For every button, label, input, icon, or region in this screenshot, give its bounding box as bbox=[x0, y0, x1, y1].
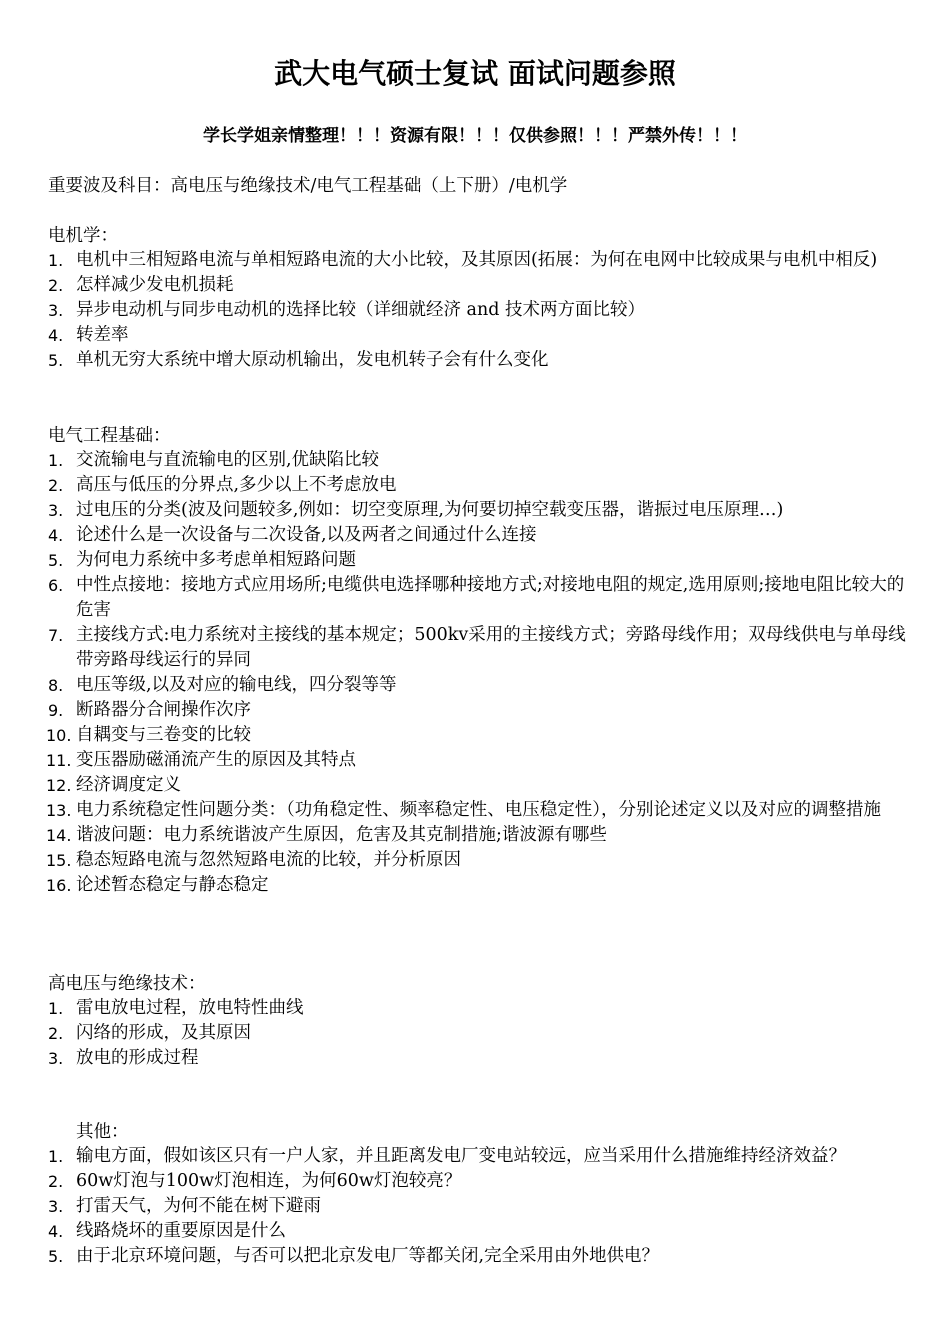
item-number: 3. bbox=[48, 1049, 64, 1068]
subjects-line: 重要波及科目：高电压与绝缘技术/电气工程基础（上下册）/电机学 bbox=[48, 176, 568, 196]
list-item bbox=[0, 548, 950, 573]
item-number: 7. bbox=[48, 626, 64, 645]
section-heading-motor: 电机学： bbox=[48, 226, 118, 246]
item-text: 输电方面，假如该区只有一户人家，并且距离发电厂变电站较远，应当采用什么措施维持经济效益？ bbox=[76, 1146, 846, 1166]
item-number: 1. bbox=[48, 999, 64, 1018]
list-item bbox=[0, 298, 950, 323]
list-item bbox=[0, 673, 950, 698]
item-text: 转差率 bbox=[76, 325, 129, 345]
list-item bbox=[0, 1219, 950, 1244]
list-item bbox=[0, 448, 950, 473]
list-other bbox=[0, 1144, 950, 1269]
item-number: 3. bbox=[48, 1197, 64, 1216]
item-text: 自耦变与三卷变的比较 bbox=[76, 725, 251, 745]
item-number: 1. bbox=[48, 1147, 64, 1166]
item-number: 10. bbox=[46, 726, 72, 745]
item-number: 16. bbox=[46, 876, 72, 895]
item-text: 异步电动机与同步电动机的选择比较（详细就经济 and 技术两方面比较） bbox=[76, 300, 646, 320]
item-text: 闪络的形成，及其原因 bbox=[76, 1023, 251, 1043]
item-number: 2. bbox=[48, 1024, 64, 1043]
item-number: 1. bbox=[48, 251, 64, 270]
list-item bbox=[0, 823, 950, 848]
item-text: 谐波问题：电力系统谐波产生原因，危害及其克制措施;谐波源有哪些 bbox=[76, 825, 607, 845]
list-item bbox=[0, 473, 950, 498]
list-item bbox=[0, 748, 950, 773]
item-number: 8. bbox=[48, 676, 64, 695]
item-text: 打雷天气，为何不能在树下避雨 bbox=[76, 1196, 321, 1216]
document-subtitle: 学长学姐亲情整理！！！资源有限！！！仅供参照！！！严禁外传！！！ bbox=[203, 126, 747, 146]
item-number: 12. bbox=[46, 776, 72, 795]
section-heading-hv: 高电压与绝缘技术： bbox=[48, 974, 206, 994]
item-number: 9. bbox=[48, 701, 64, 720]
item-text: 经济调度定义 bbox=[76, 775, 181, 795]
item-text: 电机中三相短路电流与单相短路电流的大小比较，及其原因(拓展：为何在电网中比较成果与电机中相反) bbox=[76, 250, 878, 270]
item-text: 放电的形成过程 bbox=[76, 1048, 199, 1068]
item-text: 电力系统稳定性问题分类：（功角稳定性、频率稳定性、电压稳定性），分别论述定义以及对应的调整措施 bbox=[76, 800, 881, 820]
item-number: 4. bbox=[48, 1222, 64, 1241]
item-number: 2. bbox=[48, 276, 64, 295]
list-item bbox=[0, 623, 950, 673]
list-item bbox=[0, 773, 950, 798]
list-item bbox=[0, 1244, 950, 1269]
item-text: 雷电放电过程，放电特性曲线 bbox=[76, 998, 304, 1018]
item-number: 4. bbox=[48, 526, 64, 545]
item-text: 电压等级,以及对应的输电线，四分裂等等 bbox=[76, 675, 397, 695]
item-text: 论述什么是一次设备与二次设备,以及两者之间通过什么连接 bbox=[76, 525, 537, 545]
item-text: 单机无穷大系统中增大原动机输出，发电机转子会有什么变化 bbox=[76, 350, 549, 370]
item-number: 4. bbox=[48, 326, 64, 345]
list-item bbox=[0, 698, 950, 723]
list-item bbox=[0, 996, 950, 1021]
list-item bbox=[0, 523, 950, 548]
list-power bbox=[0, 448, 950, 898]
item-text: 过电压的分类(波及问题较多,例如：切空变原理,为何要切掉空载变压器，谐振过电压原理…) bbox=[76, 500, 784, 520]
list-item bbox=[0, 873, 950, 898]
list-motor bbox=[0, 248, 950, 373]
item-number: 3. bbox=[48, 301, 64, 320]
list-item bbox=[0, 248, 950, 273]
item-number: 2. bbox=[48, 1172, 64, 1191]
item-text: 高压与低压的分界点,多少以上不考虑放电 bbox=[76, 475, 397, 495]
list-item bbox=[0, 323, 950, 348]
list-item bbox=[0, 1169, 950, 1194]
item-text: 主接线方式:电力系统对主接线的基本规定；500kv采用的主接线方式；旁路母线作用；双母线供电与单母线带旁路母线运行的异同 bbox=[76, 625, 906, 670]
list-item bbox=[0, 1046, 950, 1071]
item-number: 5. bbox=[48, 1247, 64, 1266]
item-text: 为何电力系统中多考虑单相短路问题 bbox=[76, 550, 356, 570]
item-text: 变压器励磁涌流产生的原因及其特点 bbox=[76, 750, 356, 770]
item-text: 由于北京环境问题，与否可以把北京发电厂等都关闭,完全采用由外地供电？ bbox=[76, 1246, 660, 1266]
list-item bbox=[0, 798, 950, 823]
item-text: 中性点接地：接地方式应用场所;电缆供电选择哪种接地方式;对接地电阻的规定,选用原则;接地电阻比较大的危害 bbox=[76, 575, 905, 620]
item-number: 3. bbox=[48, 501, 64, 520]
item-number: 1. bbox=[48, 451, 64, 470]
item-number: 14. bbox=[46, 826, 72, 845]
list-item bbox=[0, 1194, 950, 1219]
list-item bbox=[0, 498, 950, 523]
item-text: 交流输电与直流输电的区别,优缺陷比较 bbox=[76, 450, 380, 470]
list-item bbox=[0, 848, 950, 873]
list-item bbox=[0, 1021, 950, 1046]
list-hv bbox=[0, 996, 950, 1071]
list-item bbox=[0, 348, 950, 373]
item-number: 11. bbox=[46, 751, 72, 770]
item-text: 论述暂态稳定与静态稳定 bbox=[76, 875, 269, 895]
item-number: 6. bbox=[48, 576, 64, 595]
item-number: 15. bbox=[46, 851, 72, 870]
section-heading-other: 其他： bbox=[76, 1122, 129, 1142]
item-number: 2. bbox=[48, 476, 64, 495]
item-number: 5. bbox=[48, 351, 64, 370]
item-number: 5. bbox=[48, 551, 64, 570]
item-text: 60w灯泡与100w灯泡相连，为何60w灯泡较亮？ bbox=[76, 1171, 462, 1191]
section-heading-power: 电气工程基础： bbox=[48, 426, 171, 446]
item-text: 断路器分合闸操作次序 bbox=[76, 700, 251, 720]
item-number: 13. bbox=[46, 801, 72, 820]
item-text: 怎样减少发电机损耗 bbox=[76, 275, 234, 295]
item-text: 线路烧坏的重要原因是什么 bbox=[76, 1221, 286, 1241]
list-item bbox=[0, 273, 950, 298]
document-title: 武大电气硕士复试 面试问题参照 bbox=[274, 57, 676, 90]
list-item bbox=[0, 723, 950, 748]
list-item bbox=[0, 1144, 950, 1169]
item-text: 稳态短路电流与忽然短路电流的比较，并分析原因 bbox=[76, 850, 461, 870]
list-item bbox=[0, 573, 950, 623]
